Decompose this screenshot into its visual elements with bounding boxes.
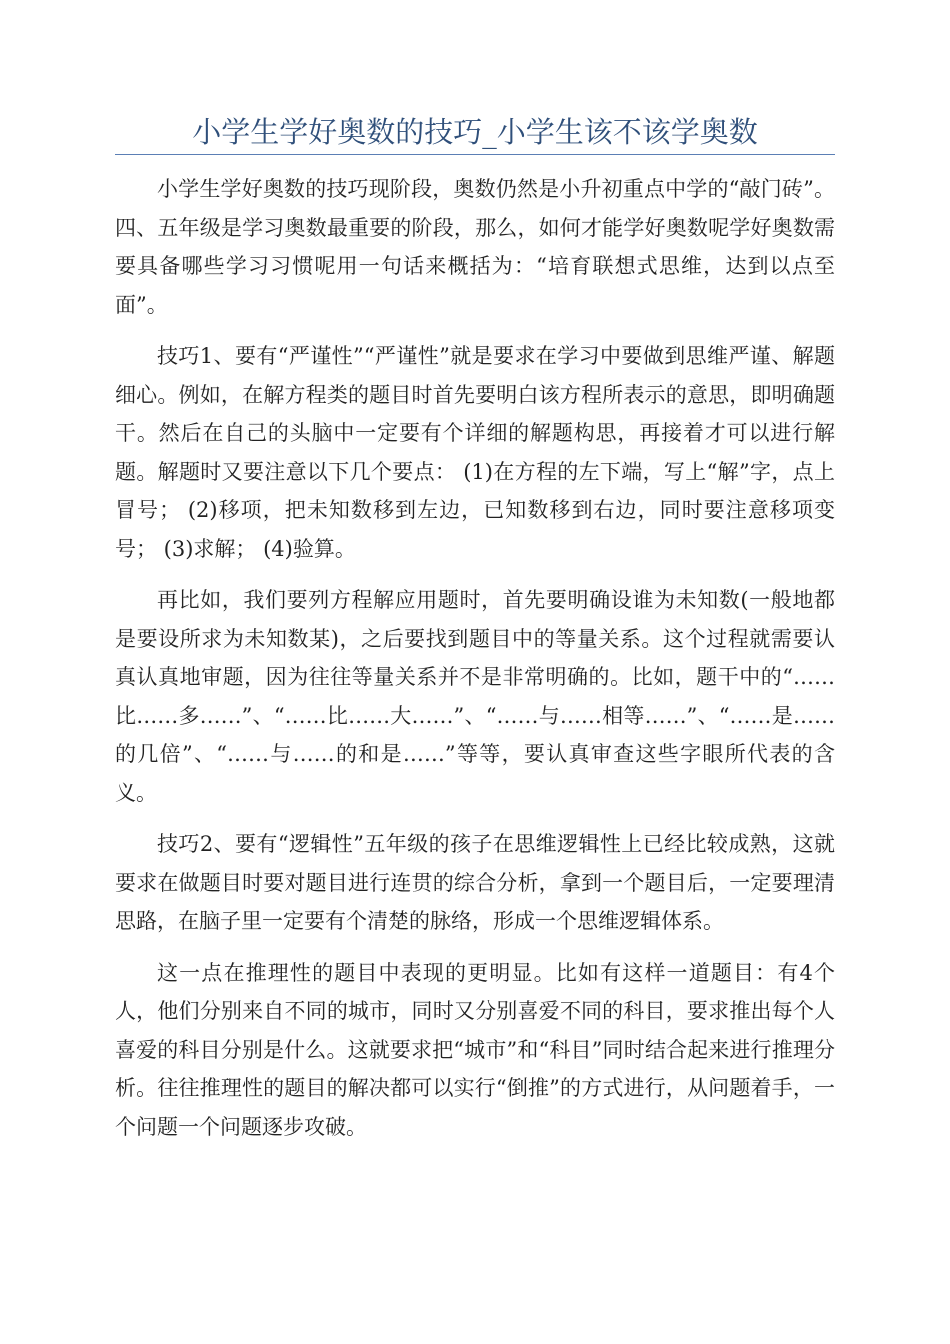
- paragraph-reasoning: 这一点在推理性的题目中表现的更明显。比如有这样一道题目：有4个人，他们分别来自不同的城市，同时又分别喜爱不同的科目，要求推出每个人喜爱的科目分别是什么。这就要求把“城市”和“科目”同时结合起来进行推理分析。往往推理性的题目的解决都可以实行“倒推”的方式进行，从问题着手，一个问题一个问题逐步攻破。: [115, 960, 835, 1139]
- title-underline: [115, 154, 835, 155]
- page-title: 小学生学好奥数的技巧_小学生该不该学奥数: [192, 115, 758, 149]
- document-body: [115, 170, 835, 1159]
- paragraph-tip-2: 技巧2、要有“逻辑性”五年级的孩子在思维逻辑性上已经比较成熟，这就要求在做题目时要对题目进行连贯的综合分析，拿到一个题目后，一定要理清思路，在脑子里一定要有个清楚的脉络，形成一个思维逻辑体系。: [115, 832, 835, 933]
- paragraph-tip-1: 技巧1、要有“严谨性”“严谨性”就是要求在学习中要做到思维严谨、解题细心。例如，在解方程类的题目时首先要明白该方程所表示的意思，即明确题干。然后在自己的头脑中一定要有个详细的解题构思，再接着才可以进行解题。解题时又要注意以下几个要点： (1)在方程的左下端，写上“解”字，点上冒号； (2)移项，把未知数移到左边，已知数移到右边，同时要注意移项变号； (3)求解； (4)验算。: [115, 344, 835, 561]
- paragraph-intro: 小学生学好奥数的技巧现阶段，奥数仍然是小升初重点中学的“敲门砖”。四、五年级是学习奥数最重要的阶段，那么，如何才能学好奥数呢学好奥数需要具备哪些学习习惯呢用一句话来概括为：“培育联想式思维，达到以点至面”。: [115, 177, 835, 317]
- paragraph-example: 再比如，我们要列方程解应用题时，首先要明确设谁为未知数(一般地都是要设所求为未知数某)，之后要找到题目中的等量关系。这个过程就需要认真认真地审题，因为往往等量关系并不是非常明确的。比如，题干中的“……比……多……”、“……比……大……”、“……与……相等……”、“……是……的几倍”、“……与……的和是……”等等，要认真审查这些字眼所代表的含义。: [115, 588, 835, 805]
